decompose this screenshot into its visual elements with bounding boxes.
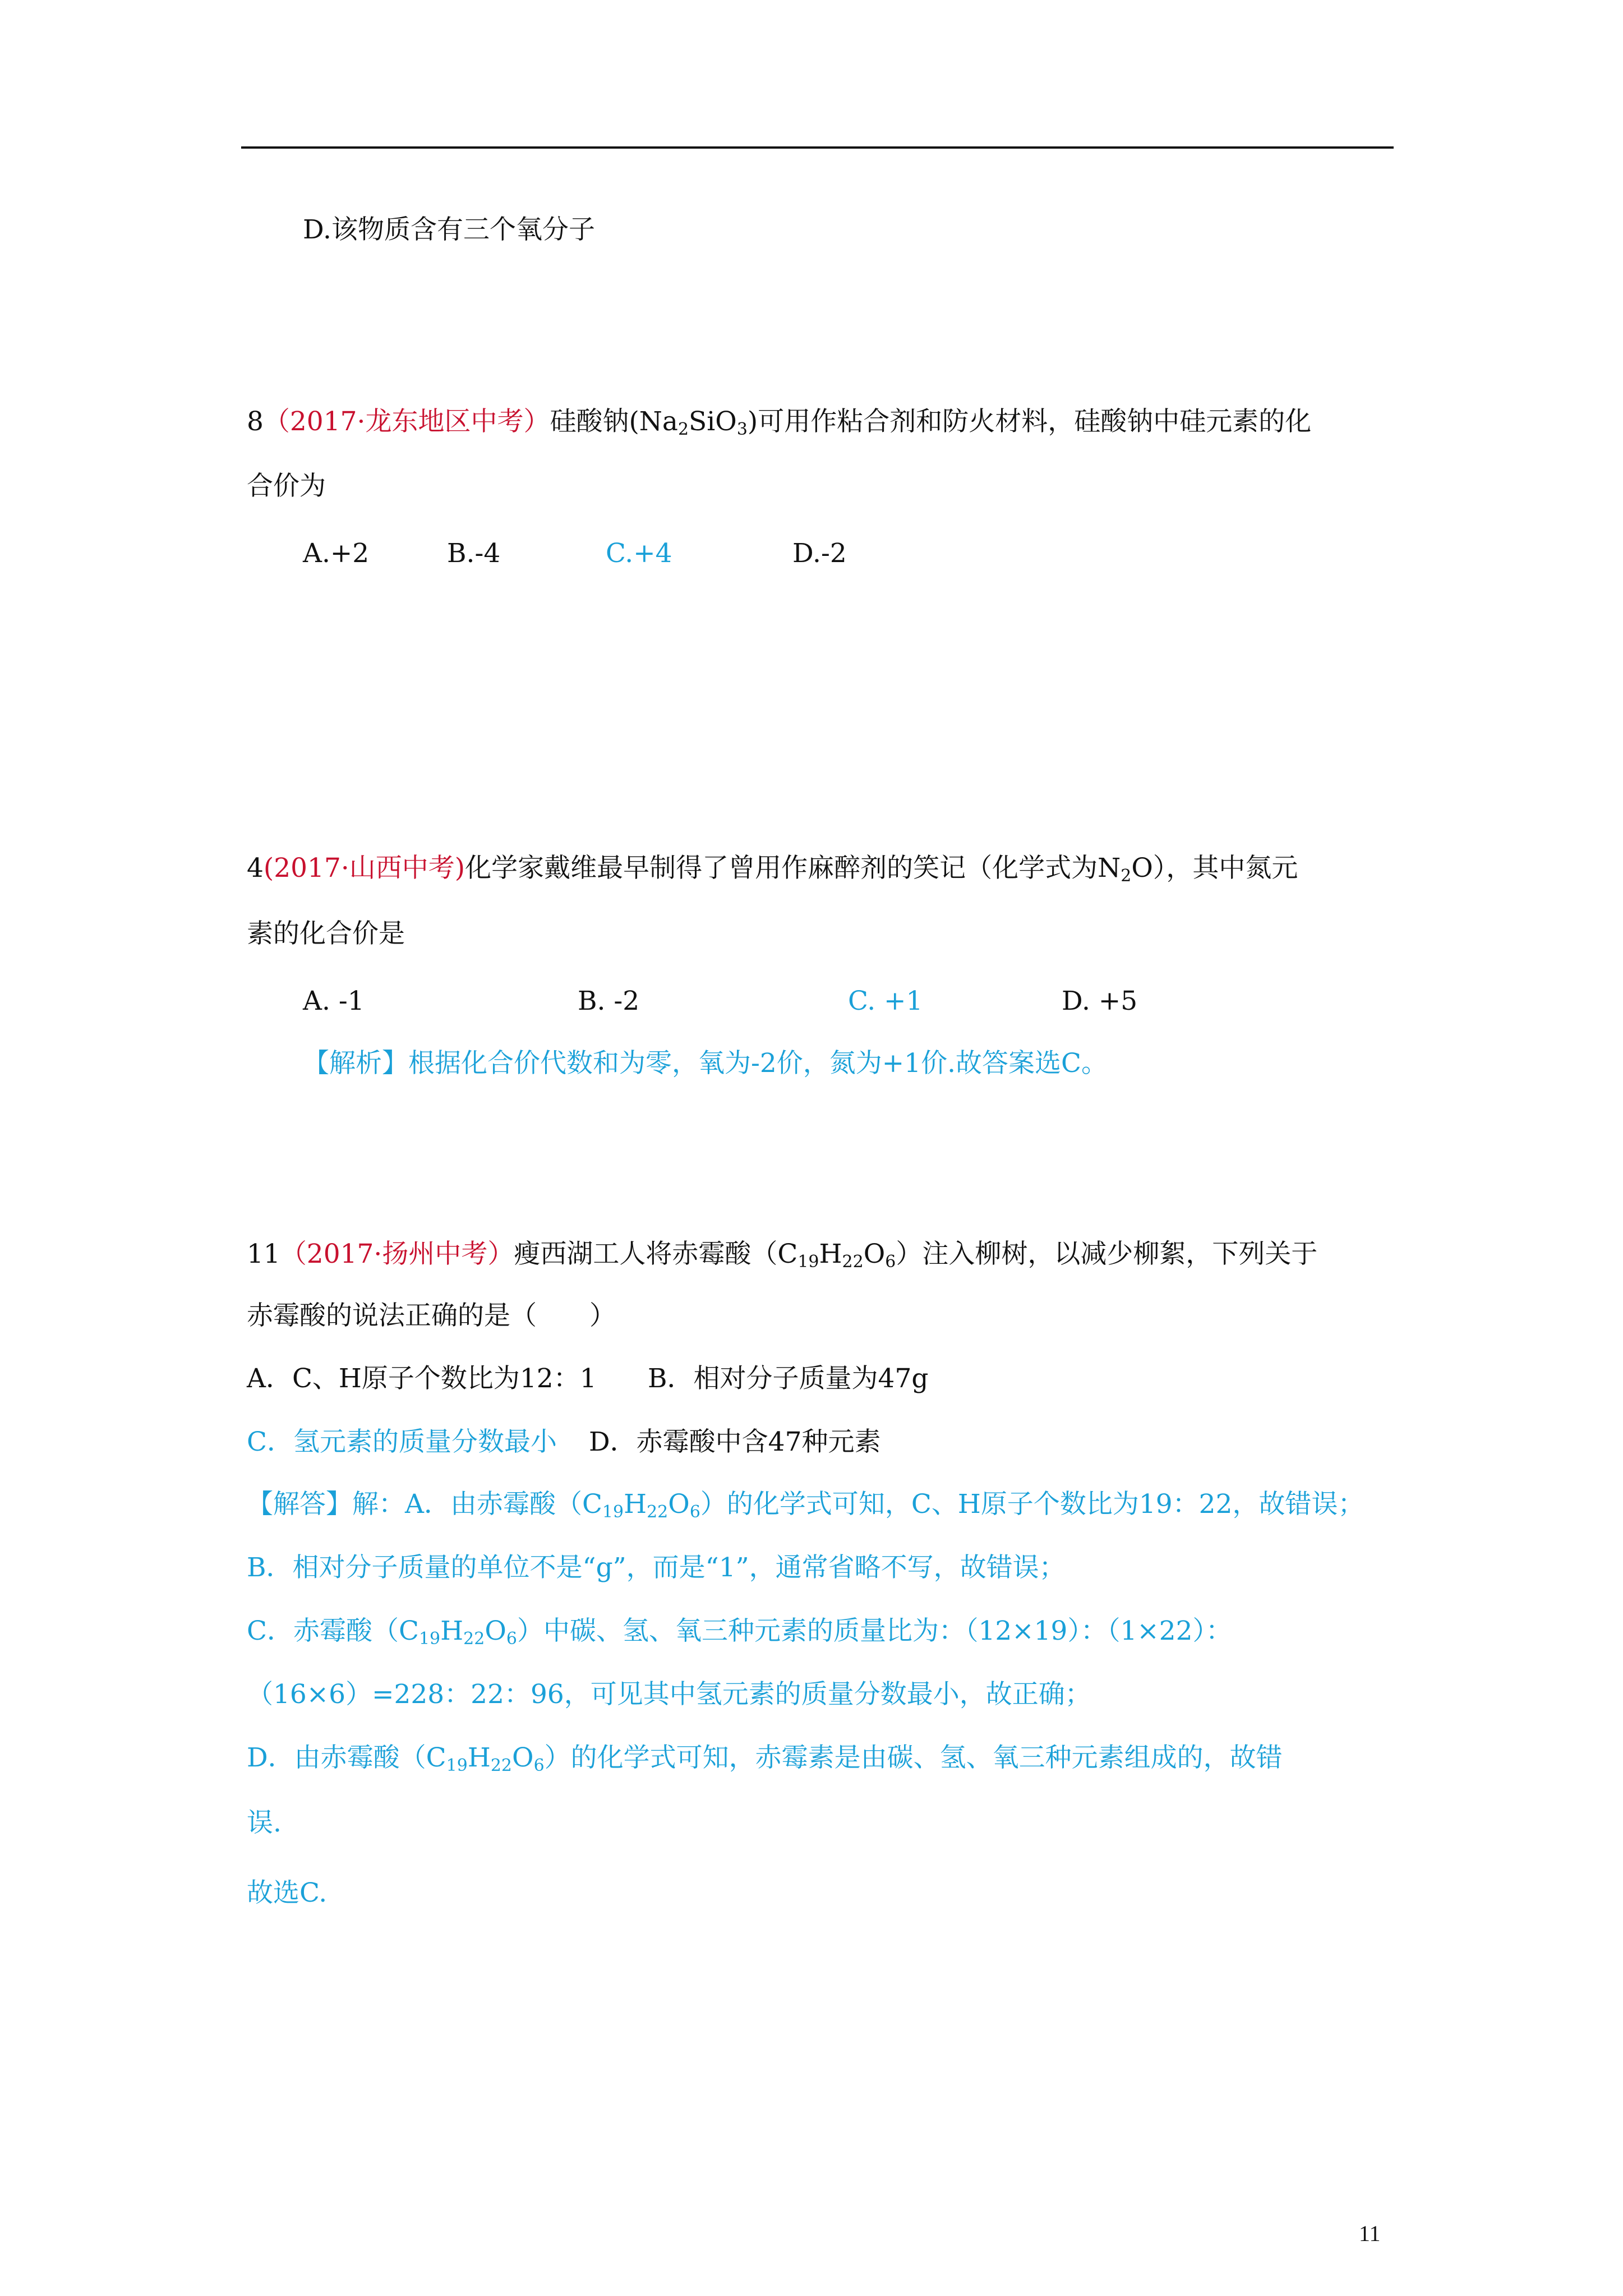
q11-solution-line3: C．赤霉酸$(C_{19}H_{22}O_6)$中碳、氢、氧三种元素的质量比为：（12×19）：（1×22）：	[247, 1616, 1233, 1649]
q11-solution-line4: （16×6）=228：22：96，可见其中氢元素的质量分数最小，故正确；	[247, 1679, 1091, 1710]
q11-solution-line1: 【解答】解：A．由赤霉酸$(C_{19}H_{22}O_6)$的化学式可知，C、H原子个数比为19：22，故错误；	[247, 1489, 1364, 1522]
q11-solution-line7: 故选C.	[247, 1878, 328, 1908]
q11-source: （2017·扬州中考）	[280, 1239, 514, 1269]
q4-option-b: B. -2	[578, 986, 640, 1016]
q11-option-d: D．赤霉酸中含47种元素	[589, 1427, 881, 1457]
q4-analysis: 【解析】根据化合价代数和为零，氧为-2价，氮为+1价.故答案选C。	[303, 1048, 1108, 1079]
q8-stem-line1: 8（2017·龙东地区中考）硅酸钠$(Na_2SiO_3)$可用作粘合剂和防火材料，硅酸钠中硅元素的化	[247, 406, 1312, 439]
q11-option-b: B．相对分子质量为47g	[648, 1363, 929, 1394]
q4-option-d: D. +5	[1062, 986, 1138, 1016]
q11-stem-line1: 11（2017·扬州中考）瘦西湖工人将赤霉酸$(C_{19}H_{22}O_6)$注入柳树，以减少柳絮，下列关于	[247, 1239, 1318, 1272]
q8-option-c-answer: C.+4	[606, 538, 672, 569]
header-rule	[241, 146, 1394, 149]
solution-label: 【解答】	[247, 1489, 352, 1520]
q8-option-b: B.-4	[447, 538, 501, 569]
q8-option-d: D.-2	[792, 538, 847, 569]
q11-solution-line2: B．相对分子质量的单位不是“g”，而是“1”，通常省略不写，故错误；	[247, 1552, 1066, 1583]
page-number: 11	[1359, 2221, 1381, 2246]
q11-number: 11	[247, 1239, 280, 1269]
q4-source: (2017·山西中考)	[263, 853, 465, 884]
q4-option-a: A. -1	[303, 986, 365, 1016]
q8-stem-line2: 合价为	[247, 471, 326, 501]
q11-solution-line5: D．由赤霉酸$(C_{19}H_{22}O_6)$的化学式可知，赤霉素是由碳、氢、氧三种元素组成的，故错	[247, 1742, 1283, 1775]
prev-question-option-d: D.该物质含有三个氧分子	[303, 214, 595, 245]
q8-source: （2017·龙东地区中考）	[263, 406, 550, 437]
q11-option-a: A．C、H原子个数比为12：1	[247, 1363, 597, 1394]
q4-stem-line2: 素的化合价是	[247, 918, 405, 949]
q11-solution-line6: 误.	[247, 1807, 282, 1838]
q4-stem-line1: 4(2017·山西中考)化学家戴维最早制得了曾用作麻醉剂的笑记（化学式为$N_2O$），其中氮元	[247, 853, 1298, 886]
q11-option-c-answer: C．氢元素的质量分数最小	[247, 1427, 557, 1457]
q8-option-a: A.+2	[303, 538, 370, 569]
q4-option-c-answer: C. +1	[848, 986, 923, 1016]
q4-number: 4	[247, 853, 264, 884]
q11-stem-line2: 赤霉酸的说法正确的是（ ）	[247, 1300, 616, 1331]
q8-number: 8	[247, 406, 264, 437]
